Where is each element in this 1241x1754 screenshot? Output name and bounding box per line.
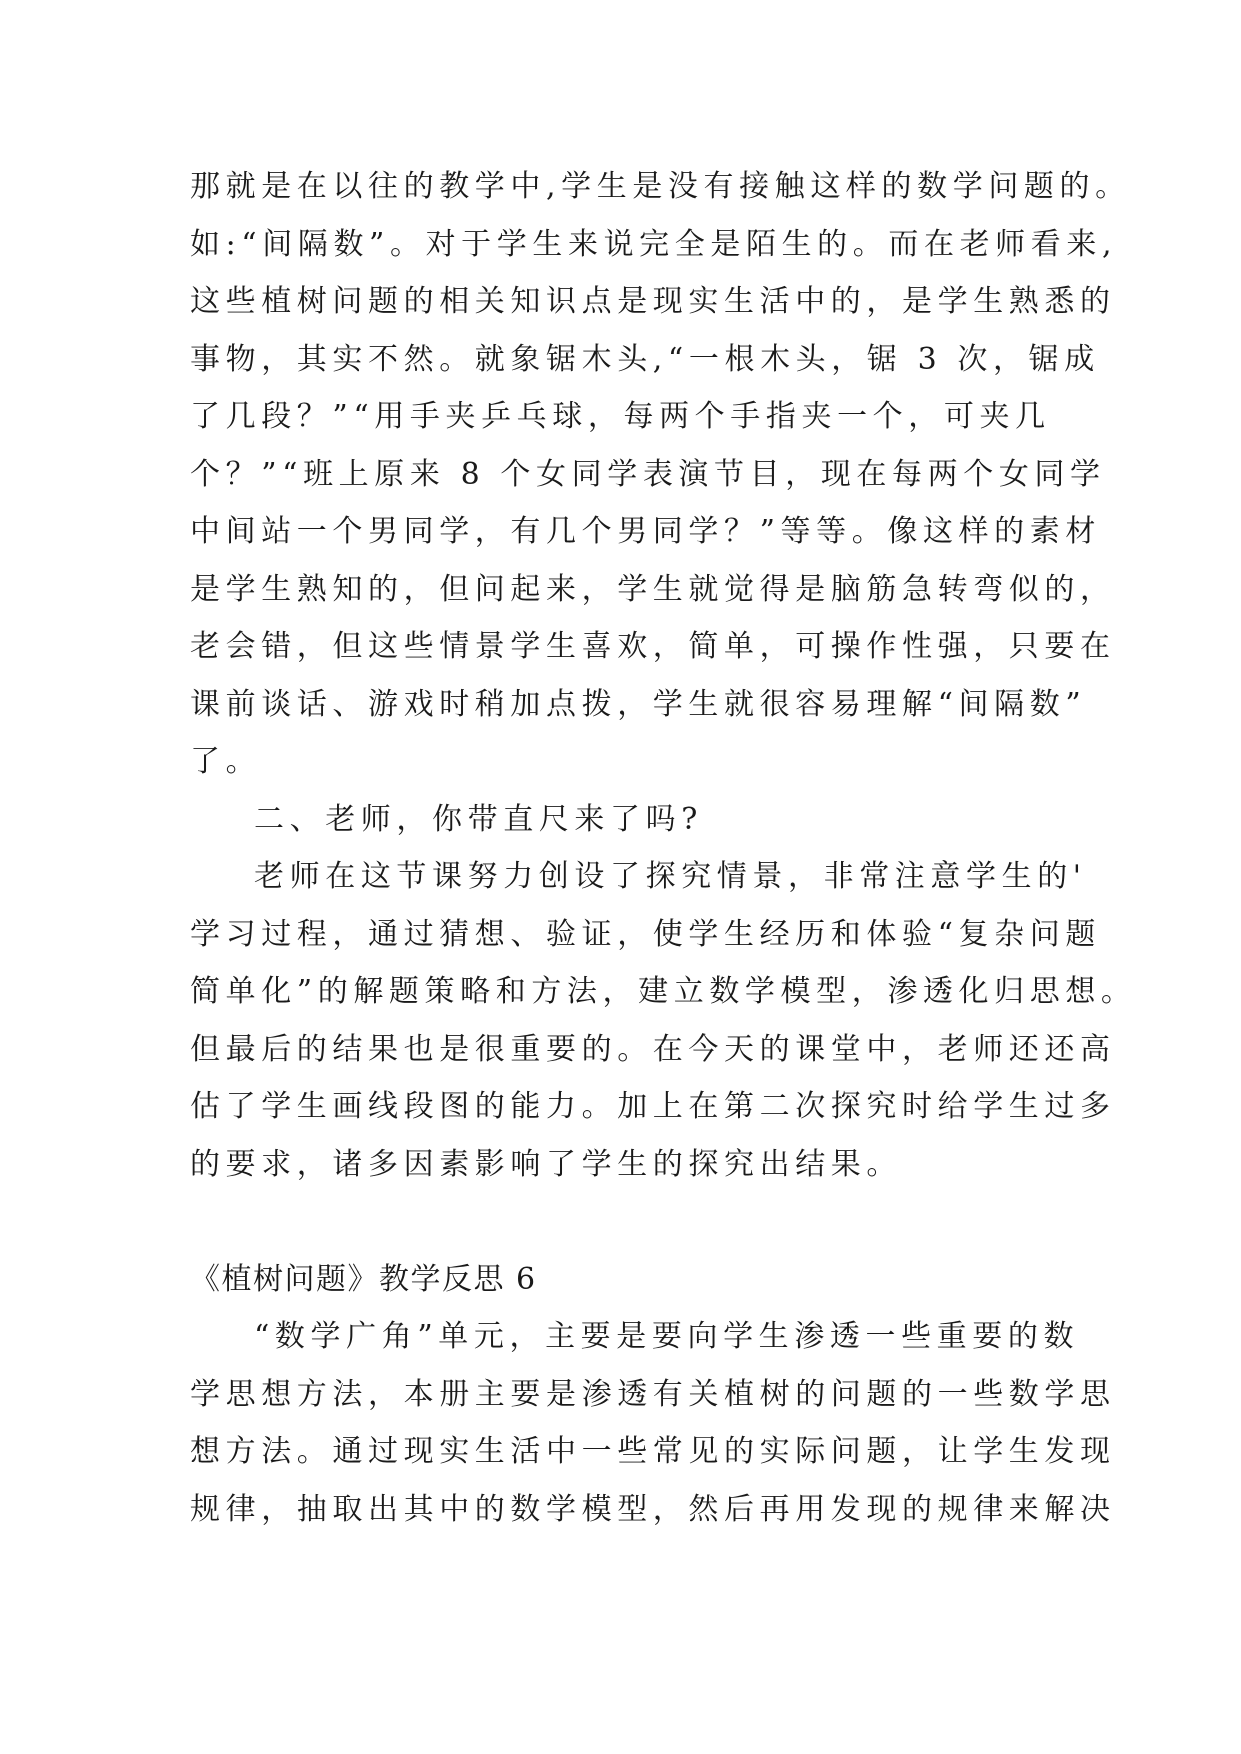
text-line: 简单化”的解题策略和方法，建立数学模型，渗透化归思想。: [190, 974, 1137, 1009]
text-line: 如:“间隔数”。对于学生来说完全是陌生的。而在老师看来,: [190, 227, 1118, 262]
text-line: 那就是在以往的教学中,学生是没有接触这样的数学问题的。: [190, 169, 1131, 204]
text-line: 老会错，但这些情景学生喜欢，简单，可操作性强，只要在: [190, 629, 1116, 664]
section-heading: 《植树问题》教学反思 6: [190, 1262, 537, 1297]
text-line: 了。: [190, 744, 262, 779]
text-line: 学思想方法，本册主要是渗透有关植树的问题的一些数学思: [190, 1377, 1116, 1412]
text-line: 课前谈话、游戏时稍加点拨，学生就很容易理解“间隔数”: [190, 687, 1087, 722]
text-line: 规律，抽取出其中的数学模型，然后再用发现的规律来解决: [190, 1492, 1116, 1527]
text-line: 事物，其实不然。就象锯木头,“一根木头，锯 3 次，锯成: [190, 342, 1100, 377]
text-line: 学习过程，通过猜想、验证，使学生经历和体验“复杂问题: [190, 917, 1101, 952]
text-line: 中间站一个男同学，有几个男同学？”等等。像这样的素材: [190, 514, 1101, 549]
text-line: 但最后的结果也是很重要的。在今天的课堂中，老师还还高: [190, 1032, 1116, 1067]
text-line: 个？”“班上原来 8 个女同学表演节目，现在每两个女同学: [190, 457, 1106, 492]
text-line: 估了学生画线段图的能力。加上在第二次探究时给学生过多: [190, 1089, 1116, 1124]
text-line: 是学生熟知的，但问起来，学生就觉得是脑筋急转弯似的，: [190, 572, 1116, 607]
text-line: 了几段？”“用手夹乒乓球，每两个手指夹一个，可夹几: [190, 399, 1051, 434]
section-title: 二、老师，你带直尺来了吗?: [254, 802, 703, 837]
text-line: 想方法。通过现实生活中一些常见的实际问题，让学生发现: [190, 1434, 1116, 1469]
text-line: 的要求，诸多因素影响了学生的探究出结果。: [190, 1147, 902, 1182]
text-line: 老师在这节课努力创设了探究情景，非常注意学生的': [254, 859, 1087, 894]
text-line: “数学广角”单元，主要是要向学生渗透一些重要的数: [254, 1319, 1080, 1354]
text-line: 这些植树问题的相关知识点是现实生活中的，是学生熟悉的: [190, 284, 1116, 319]
